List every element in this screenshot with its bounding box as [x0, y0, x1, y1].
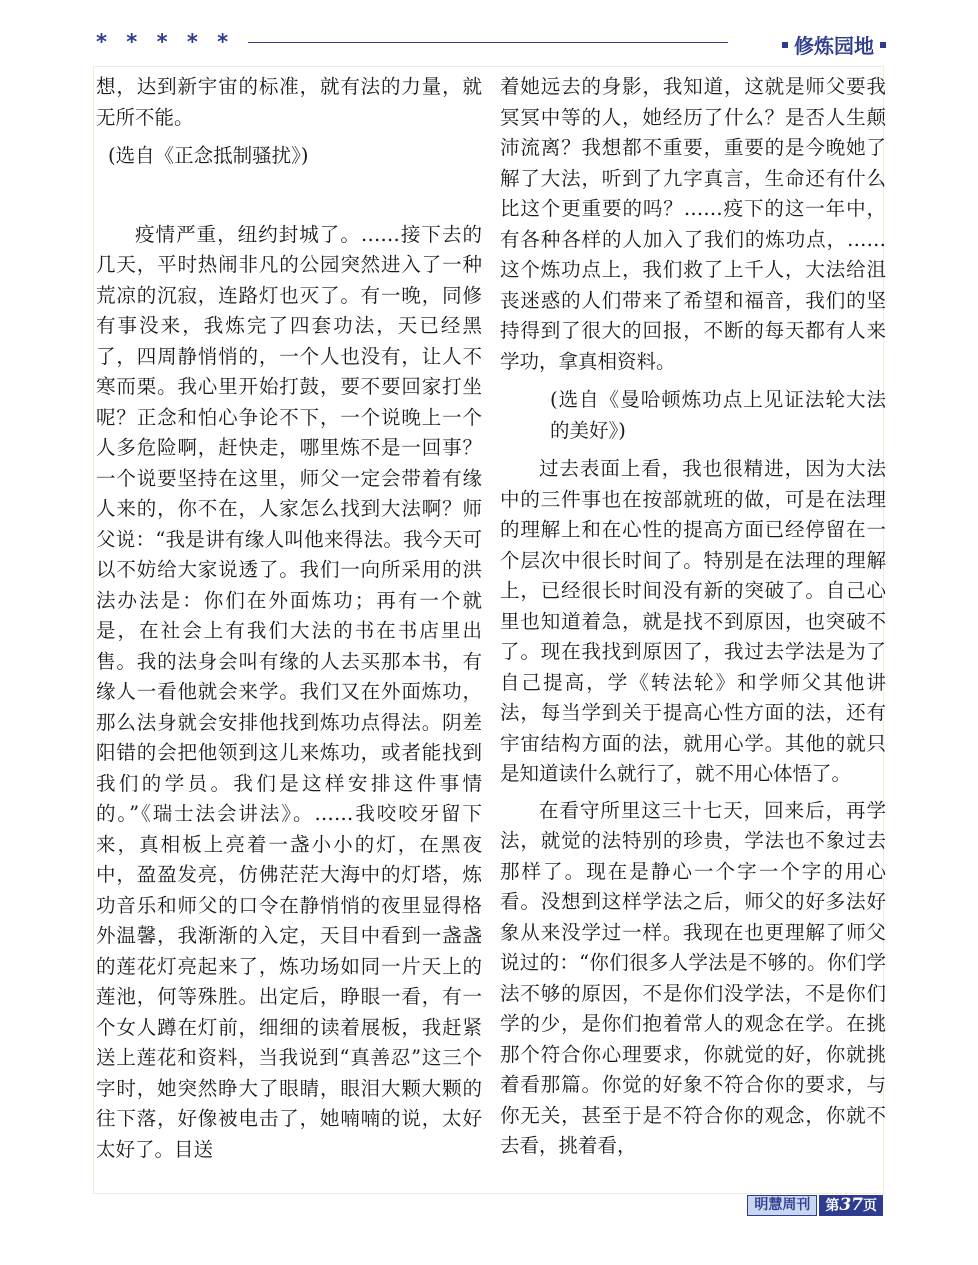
paragraph: 过去表面上看，我也很精进，因为大法中的三件事也在按部就班的做，可是在法理的理解上和在心性的提高方面已经停留在一个层次中很长时间了。特别是在法理的理解上，已经很长时间没有新的突破了。自己心里也知道着急，就是找不到原因，也突破不了。现在我找到原因了，我过去学法是为了自己提高，学《转法轮》和学师父其他讲法，每当学到关于提高心性方面的法，还有宇宙结构方面的法，就用心学。其他的就只是知道读什么就行了，就不用心体悟了。	[500, 457, 886, 785]
section-title-text: 修炼园地	[794, 34, 874, 58]
square-bullet-icon	[880, 42, 886, 48]
page-footer	[747, 1195, 883, 1216]
paragraph: 疫情严重，纽约封城了。……接下去的几天，平时热闹非凡的公园突然进入了一种荒凉的沉寂，连路灯也灭了。有一晚，同修有事没来，我炼完了四套功法，天已经黑了，四周静悄悄的，一个人也没有，让人不寒而栗。我心里开始打鼓，要不要回家打坐呢？正念和怕心争论不下，一个说晚上一个人多危险啊，赶快走，哪里炼不是一回事？一个说要坚持在这里，师父一定会带着有缘人来的，你不在，人家怎么找到大法啊？师父说：“我是讲有缘人叫他来得法。我今天可以不妨给大家说透了。我们一向所采用的洪法办法是：你们在外面炼功；再有一个就是，在社会上有我们大法的书在书店里出售。我的法身会叫有缘的人去买那本书，有缘人一看他就会来学。我们又在外面炼功，那么法身就会安排他找到炼功点得法。阴差阳错的会把他领到这儿来炼功，或者能找到我们的学员。我们是这样安排这件事情的。”《瑞士法会讲法》。……我咬咬牙留下来，真相板上亮着一盏小小的灯，在黑夜中，盈盈发亮，仿佛茫茫大海中的灯塔，炼功音乐和师父的口令在静悄悄的夜里显得格外温馨，我渐渐的入定，天目中看到一盏盏的莲花灯亮起来了，炼功场如同一片天上的莲池，何等殊胜。出定后，睁眼一看，有一个女人蹲在灯前，细细的读着展板，我赶紧送上莲花和资料，当我说到“真善忍”这三个字时，她突然睁大了眼睛，眼泪大颗大颗的往下落，好像被电击了，她喃喃的说，太好太好了。目送	[96, 222, 482, 1161]
paragraph: 想，达到新宇宙的标准，就有法的力量，就无所不能。	[96, 75, 482, 129]
header-stars: * * * * *	[96, 30, 235, 54]
page-header	[96, 30, 886, 56]
spacer	[96, 182, 482, 220]
header-rule	[248, 42, 728, 43]
citation: (选自《正念抵制骚扰》)	[108, 144, 309, 167]
citation: (选自《曼哈顿炼功点上见证法轮大法的美好》)	[550, 388, 886, 442]
paragraph: 着她远去的身影，我知道，这就是师父要我冥冥中等的人，她经历了什么？是否人生颠沛流离？我想都不重要，重要的是今晚她了解了大法，听到了九字真言，生命还有什么比这个更重要的吗？……疫下的这一年中，有各种各样的人加入了我们的炼功点，……这个炼功点上，我们救了上千人，大法给沮丧迷惑的人们带来了希望和福音，我们的坚持得到了很大的回报，不断的每天都有人来学功，拿真相资料。	[500, 75, 886, 373]
right-column	[500, 72, 886, 1162]
page-prefix: 第	[825, 1198, 840, 1214]
page-number: 37	[839, 1195, 863, 1215]
section-title	[782, 30, 886, 59]
magazine-name: 明慧周刊	[747, 1195, 817, 1216]
paragraph: 在看守所里这三十七天，回来后，再学法，就觉的法特别的珍贵，学法也不象过去那样了。现在是静心一个字一个字的用心看。没想到这样学法之后，师父的好多法好象从来没学过一样。我现在也更理解了师父说过的：“你们很多人学法是不够的。你们学法不够的原因，不是你们没学法，不是你们学的少，是你们抱着常人的观念在学。在挑那个符合你心理要求，你就觉的好，你就挑着看那篇。你觉的好象不符合你的要求，与你无关，甚至于是不符合你的观念，你就不去看，挑着看，	[500, 798, 886, 1157]
page-number-badge	[819, 1195, 883, 1216]
page-suffix: 页	[863, 1198, 877, 1214]
left-column	[96, 72, 482, 1165]
square-bullet-icon	[782, 42, 788, 48]
